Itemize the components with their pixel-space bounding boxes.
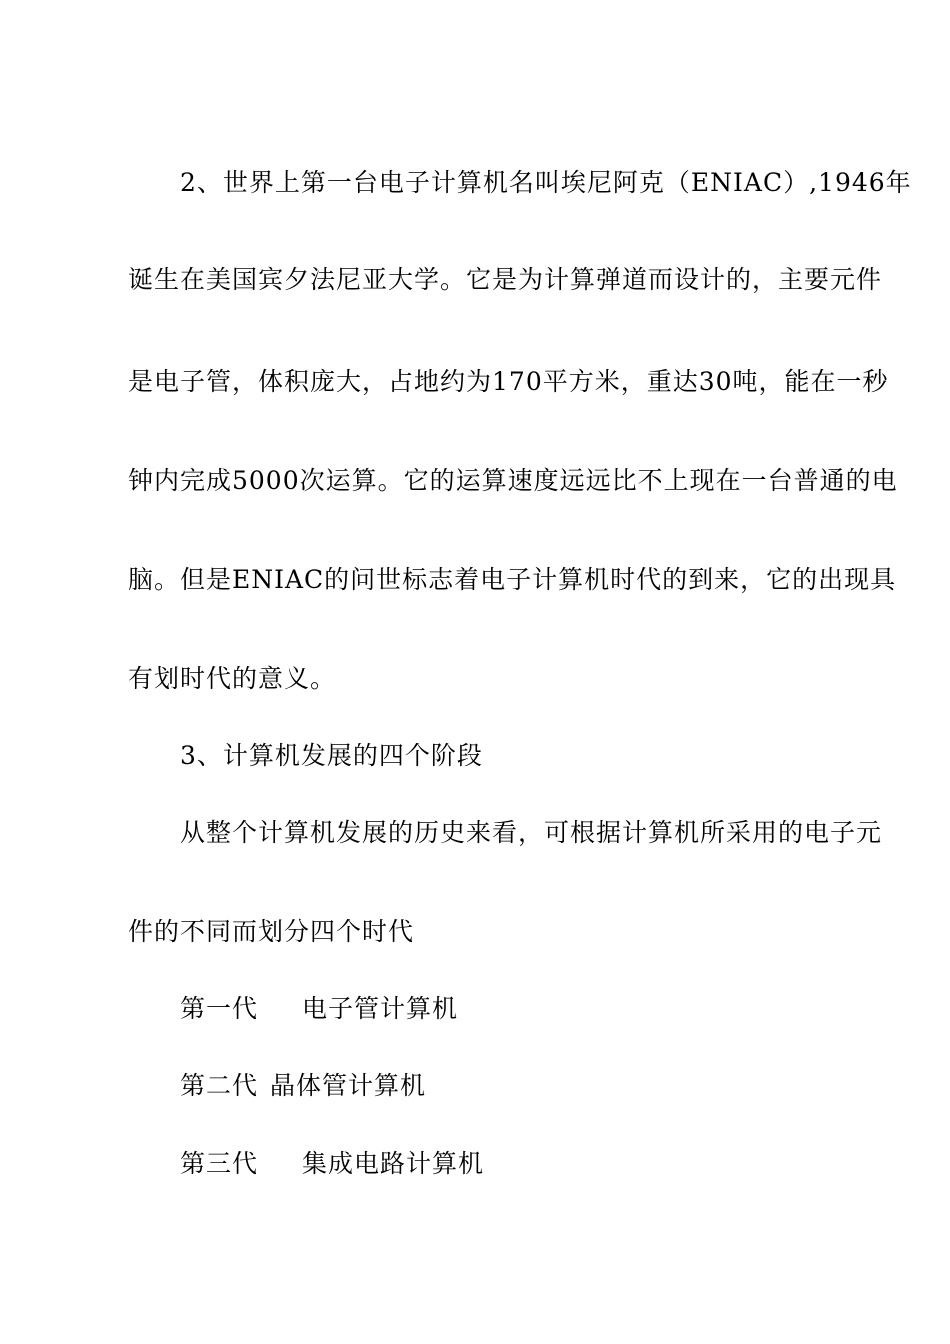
generation-row-2 — [180, 1071, 426, 1101]
eniac-paragraph-line-5: 脑。但是ENIAC的问世标志着电子计算机时代的到来，它的出现具 — [128, 565, 897, 594]
eniac-paragraph-line-3: 是电子管，体积庞大，占地约为170平方米，重达30吨，能在一秒 — [128, 367, 889, 396]
generation-label: 第一代 — [180, 994, 259, 1023]
generation-row-1 — [180, 994, 458, 1024]
generation-value: 晶体管计算机 — [270, 1071, 427, 1100]
generation-value: 集成电路计算机 — [302, 1149, 485, 1178]
eniac-paragraph-line-4: 钟内完成5000次运算。它的运算速度远远比不上现在一台普通的电 — [128, 466, 898, 495]
generation-label: 第三代 — [180, 1149, 259, 1178]
generation-label: 第二代 — [180, 1071, 259, 1100]
stages-paragraph-line-1: 从整个计算机发展的历史来看，可根据计算机所采用的电子元 — [180, 818, 883, 847]
generation-value: 电子管计算机 — [302, 994, 459, 1023]
section-heading: 3、计算机发展的四个阶段 — [180, 741, 483, 770]
eniac-paragraph-line-1: 2、世界上第一台电子计算机名叫埃尼阿克（ENIAC）,1946年 — [180, 168, 912, 197]
eniac-paragraph-line-2: 诞生在美国宾夕法尼亚大学。它是为计算弹道而设计的，主要元件 — [128, 265, 883, 294]
generation-row-3 — [180, 1149, 484, 1179]
stages-paragraph-line-2: 件的不同而划分四个时代 — [128, 917, 415, 946]
eniac-paragraph-line-6: 有划时代的意义。 — [128, 664, 337, 693]
